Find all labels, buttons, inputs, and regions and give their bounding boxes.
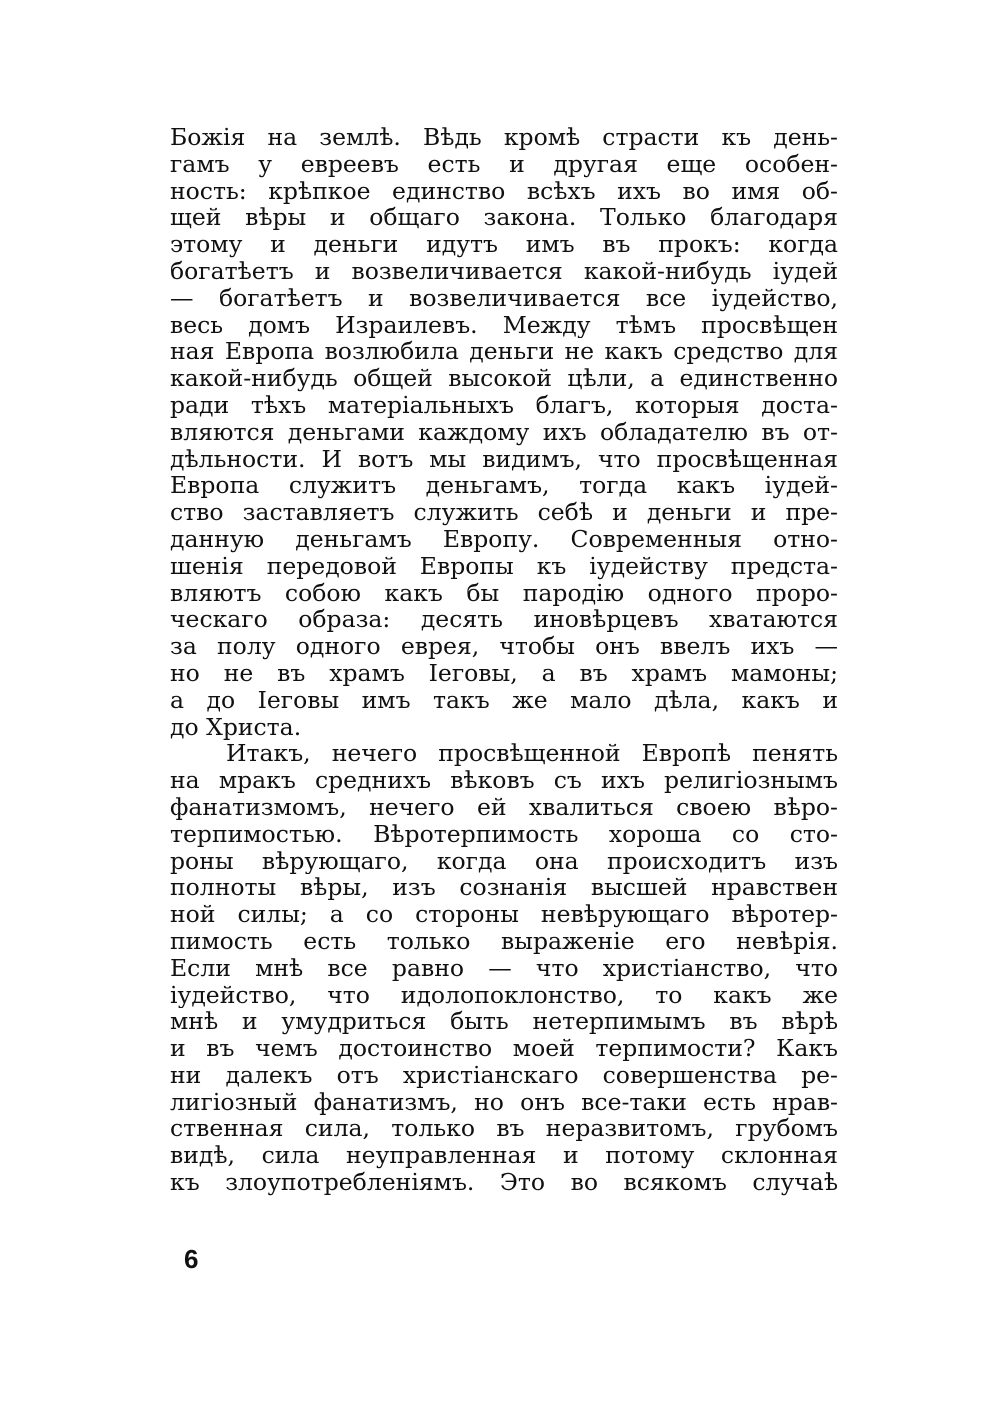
text-line: щей вѣры и общаго закона. Только благодаря xyxy=(170,204,838,232)
text-line: къ злоупотребленіямъ. Это во всякомъ случаѣ xyxy=(170,1169,838,1196)
body-text xyxy=(170,124,838,1196)
text-line: но не въ храмъ Іеговы, а въ храмъ мамоны; xyxy=(170,659,838,687)
text-line: ческаго образа: десять иновѣрцевъ хватаются xyxy=(170,606,838,634)
text-line: пимость есть только выраженіе его невѣрія. xyxy=(170,927,838,955)
text-line: ство заставляетъ служить себѣ и деньги и пре- xyxy=(170,499,838,526)
page-number: 6 xyxy=(184,1244,199,1274)
text-line: данную деньгамъ Европу. Современныя отно- xyxy=(170,525,838,553)
text-line: Итакъ, нечего просвѣщенной Европѣ пенять xyxy=(226,740,838,768)
text-line: ственная сила, только въ неразвитомъ, грубомъ xyxy=(170,1115,838,1143)
text-line: какой-нибудь общей высокой цѣли, а единственно xyxy=(170,365,838,392)
text-line: гамъ у евреевъ есть и другая еще особен- xyxy=(170,150,838,178)
text-line: ная Европа возлюбила деньги не какъ средство для xyxy=(170,338,838,366)
text-line: іудейство, что идолопоклонство, то какъ же xyxy=(170,981,838,1009)
text-line: полноты вѣры, изъ сознанія высшей нравствен xyxy=(170,874,838,902)
text-line: этому и деньги идутъ имъ въ прокъ: когда xyxy=(170,231,838,258)
text-line: на мракъ среднихъ вѣковъ съ ихъ религіознымъ xyxy=(170,767,838,794)
text-line: весь домъ Израилевъ. Между тѣмъ просвѣщен xyxy=(170,311,838,339)
text-line: фанатизмомъ, нечего ей хвалиться своею вѣро- xyxy=(170,793,838,821)
text-line: лигіозный фанатизмъ, но онъ все-таки есть нрав- xyxy=(170,1088,838,1116)
text-line: ность: крѣпкое единство всѣхъ ихъ во имя об- xyxy=(170,177,838,205)
text-line: до Христа. xyxy=(170,713,302,741)
text-line: Европа служитъ деньгамъ, тогда какъ іудей- xyxy=(170,472,838,500)
text-line: дѣльности. И вотъ мы видимъ, что просвѣщенная xyxy=(170,445,838,473)
text-line: вляютъ собою какъ бы пародію одного проро- xyxy=(170,579,838,607)
text-line: за полу одного еврея, чтобы онъ ввелъ ихъ — xyxy=(170,633,838,660)
text-line: терпимостью. Вѣротерпимость хороша со сто- xyxy=(170,820,838,848)
text-line: ради тѣхъ матеріальныхъ благъ, которыя доста- xyxy=(170,391,838,419)
text-line: а до Іеговы имъ такъ же мало дѣла, какъ и xyxy=(170,686,838,714)
text-line: и въ чемъ достоинство моей терпимости? Какъ xyxy=(170,1035,838,1062)
text-line: шенія передовой Европы къ іудейству предста- xyxy=(170,552,838,580)
text-line: роны вѣрующаго, когда она происходитъ изъ xyxy=(170,847,838,875)
text-line: видѣ, сила неуправленная и потому склонная xyxy=(170,1142,838,1170)
text-line: мнѣ и умудриться быть нетерпимымъ въ вѣрѣ xyxy=(170,1008,838,1036)
text-line: вляются деньгами каждому ихъ обладателю въ от- xyxy=(170,418,838,446)
text-line: Если мнѣ все равно — что христіанство, что xyxy=(170,954,838,982)
text-line: богатѣетъ и возвеличивается какой-нибудь іудей xyxy=(170,257,838,285)
text-line: — богатѣетъ и возвеличивается все іудейство, xyxy=(170,284,838,312)
text-line: Божія на землѣ. Вѣдь кромѣ страсти къ день- xyxy=(170,124,838,151)
text-line: ной силы; а со стороны невѣрующаго вѣротер- xyxy=(170,901,838,928)
text-line: ни далекъ отъ христіанскаго совершенства ре- xyxy=(170,1061,838,1089)
